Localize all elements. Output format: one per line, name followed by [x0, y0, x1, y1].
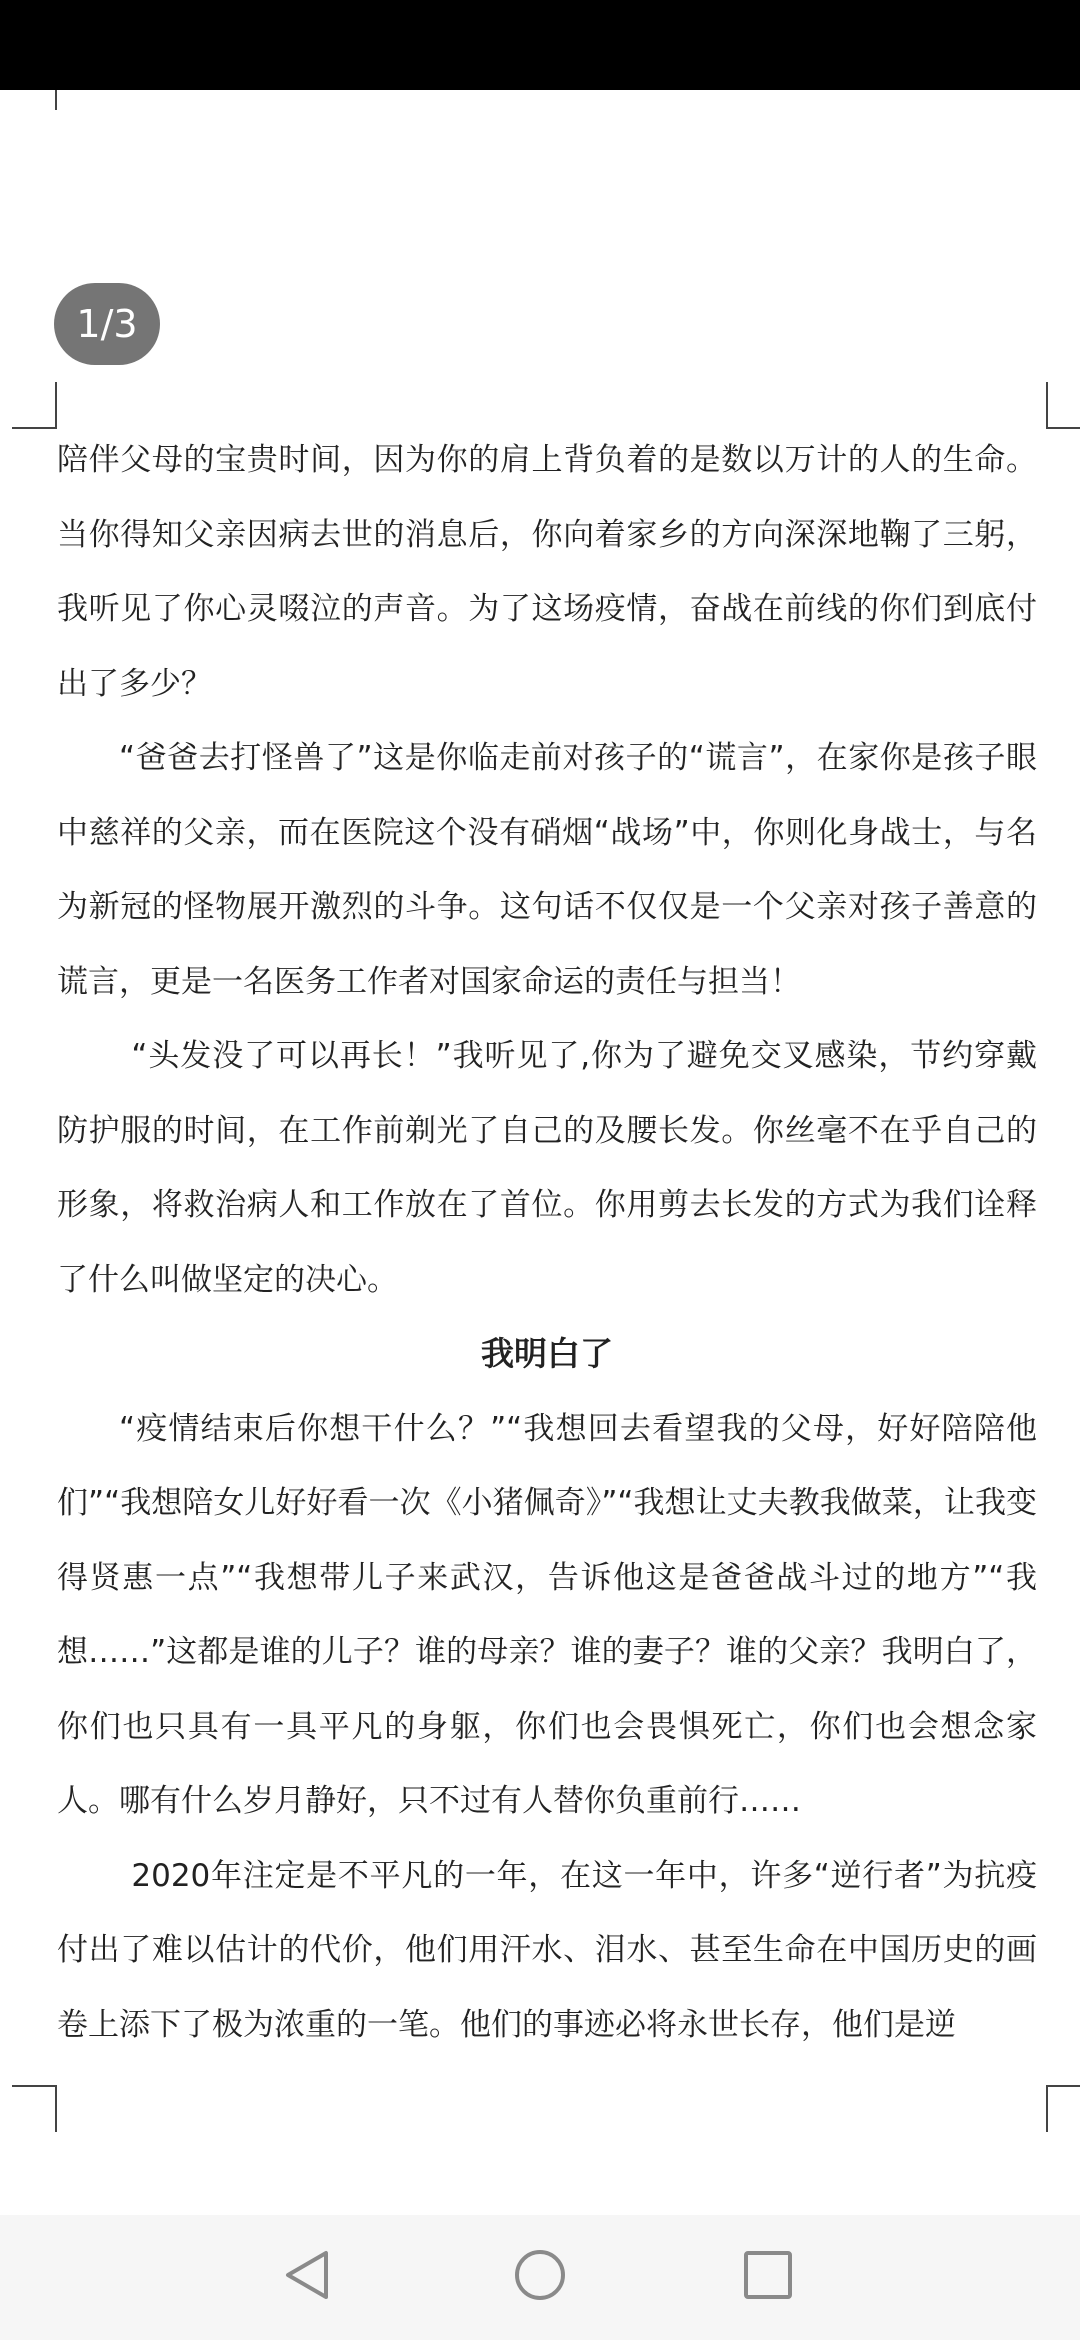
crop-mark-header-left — [12, 382, 57, 429]
circle-home-icon — [512, 2247, 568, 2303]
paragraph-5: 2020年注定是不平凡的一年，在这一年中，许多“逆行者”为抗疫付出了难以估计的代价，他们用汗水、泪水、甚至生命在中国历史的画卷上添下了极为浓重的一笔。他们的事迹必将永世长存，他们是逆 — [57, 1857, 1037, 2043]
document-body — [57, 423, 1037, 2062]
status-bar — [0, 0, 1080, 90]
section-heading: 我明白了 — [481, 1334, 613, 1373]
crop-mark-footer-left — [12, 2085, 57, 2132]
crop-mark-header-right — [1046, 382, 1080, 429]
system-navigation-bar — [0, 2215, 1080, 2340]
paragraph-2: “爸爸去打怪兽了”这是你临走前对孩子的“谎言”，在家你是孩子眼中慈祥的父亲，而在医院这个没有硝烟“战场”中，你则化身战士，与名为新冠的怪物展开激烈的斗争。这句话不仅仅是一个父亲对孩子善意的谎言，更是一名医务工作者对国家命运的责任与担当！ — [57, 740, 1037, 1000]
paragraph-1: 陪伴父母的宝贵时间，因为你的肩上背负着的是数以万计的人的生命。当你得知父亲因病去世的消息后，你向着家乡的方向深深地鞠了三躬，我听见了你心灵啜泣的声音。为了这场疫情，奋战在前线的你们到底付出了多少？ — [57, 442, 1037, 702]
crop-mark-footer-right — [1046, 2085, 1080, 2132]
home-button[interactable] — [500, 2235, 580, 2315]
recents-button[interactable] — [728, 2235, 808, 2315]
page-indicator-badge: 1/3 — [54, 283, 160, 365]
paragraph-4: “疫情结束后你想干什么？”“我想回去看望我的父母，好好陪陪他们”“我想陪女儿好好看一次《小猪佩奇》”“我想让丈夫教我做菜，让我变得贤惠一点”“我想带儿子来武汉，告诉他这是爸爸战斗过的地方”“我想……”这都是谁的儿子？谁的母亲？谁的妻子？谁的父亲？我明白了，你们也只具有一具平凡的身躯，你们也会畏惧死亡，你们也会想念家人。哪有什么岁月静好，只不过有人替你负重前行…… — [57, 1410, 1037, 1819]
square-recents-icon — [740, 2247, 796, 2303]
triangle-back-icon — [280, 2247, 336, 2303]
paragraph-3: “头发没了可以再长！”我听见了,你为了避免交叉感染，节约穿戴防护服的时间，在工作前剃光了自己的及腰长发。你丝毫不在乎自己的形象，将救治病人和工作放在了首位。你用剪去长发的方式为我们诠释了什么叫做坚定的决心。 — [57, 1038, 1037, 1298]
back-button[interactable] — [268, 2235, 348, 2315]
crop-mark-top-left — [55, 90, 57, 110]
